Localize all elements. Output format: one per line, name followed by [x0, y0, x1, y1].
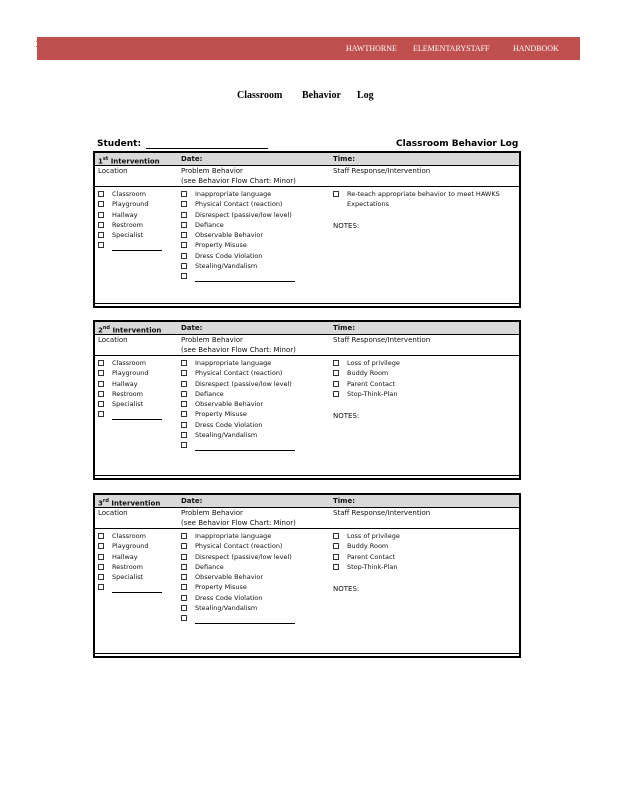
list-item-label: Restroom	[112, 562, 143, 571]
list-item[interactable]	[181, 420, 295, 430]
list-item[interactable]	[333, 531, 400, 541]
list-item-label: Restroom	[112, 389, 143, 398]
checkbox-icon[interactable]	[98, 370, 104, 376]
checkbox-icon[interactable]	[181, 222, 187, 228]
list-item-label: Disrespect (passive/low level)	[195, 210, 292, 219]
bottom-rule	[95, 303, 519, 304]
list-item[interactable]	[181, 430, 295, 440]
list-item-label: Parent Contact	[347, 379, 396, 388]
list-item[interactable]	[181, 531, 295, 541]
list-item-label: Specialist	[112, 573, 144, 582]
banner-school: HAWTHORNE	[346, 44, 397, 53]
list-item[interactable]	[333, 541, 400, 551]
list-item[interactable]	[98, 399, 162, 409]
list-item-label: Dress Code Violation	[195, 593, 263, 602]
list-item-label: Classroom	[112, 359, 146, 367]
checkbox-icon[interactable]	[181, 273, 187, 279]
list-item-label: Stealing/Vandalism	[195, 262, 258, 271]
list-item-label: Re-teach appropriate behavior to meet HAWKS	[347, 190, 500, 198]
problem-behavior-label: Problem Behavior	[181, 167, 243, 175]
checkbox-icon[interactable]	[98, 411, 104, 417]
checkbox-icon[interactable]	[181, 401, 187, 407]
checkbox-icon[interactable]	[98, 360, 104, 366]
list-item-label: Disrespect (passive/low level)	[195, 379, 292, 388]
list-item[interactable]	[98, 379, 162, 389]
list-item-label: Defiance	[195, 389, 224, 398]
date-label[interactable]: Date:	[181, 324, 203, 332]
list-item-label: Physical Contact (reaction)	[195, 369, 283, 378]
checkbox-icon[interactable]	[98, 381, 104, 387]
notes-label: NOTES:	[333, 412, 360, 420]
list-item[interactable]	[98, 552, 162, 562]
staff-response-label: Staff Response/Intervention	[333, 336, 431, 344]
staff-response-label: Staff Response/Intervention	[333, 509, 431, 517]
list-item-label: Observable Behavior	[195, 400, 263, 409]
time-label[interactable]: Time:	[333, 155, 356, 163]
list-item[interactable]	[181, 399, 295, 409]
list-item-label: Dress Code Violation	[195, 420, 263, 429]
list-item[interactable]	[333, 358, 400, 368]
other-write-in-line[interactable]	[195, 616, 295, 624]
behavior-list	[181, 189, 295, 282]
bottom-rule	[95, 475, 519, 476]
checkbox-icon[interactable]	[98, 554, 104, 560]
list-item[interactable]	[181, 572, 295, 582]
location-list	[98, 189, 162, 251]
checkbox-icon[interactable]	[181, 422, 187, 428]
checkbox-icon[interactable]	[98, 401, 104, 407]
list-item[interactable]	[98, 409, 162, 419]
list-item-label: Stealing/Vandalism	[195, 431, 258, 440]
list-item-label: Inappropriate language	[195, 532, 272, 540]
list-item[interactable]	[333, 389, 400, 399]
list-item[interactable]	[181, 230, 295, 240]
list-item[interactable]	[333, 368, 400, 378]
list-item-label: Defiance	[195, 562, 224, 571]
list-item[interactable]	[333, 562, 400, 572]
date-label[interactable]: Date:	[181, 155, 203, 163]
list-item-label: Property Misuse	[195, 583, 247, 592]
list-item[interactable]	[333, 379, 400, 389]
problem-behavior-sub: (see Behavior Flow Chart: Minor)	[181, 177, 296, 185]
list-item-label: Specialist	[112, 400, 144, 409]
list-item[interactable]	[181, 271, 295, 281]
time-label[interactable]: Time:	[333, 497, 356, 505]
list-item-label: Physical Contact (reaction)	[195, 200, 283, 209]
list-item-label: Playground	[112, 200, 149, 209]
list-item-label: Hallway	[112, 552, 138, 561]
list-item[interactable]	[181, 440, 295, 450]
checkbox-icon[interactable]	[333, 381, 339, 387]
list-item[interactable]	[181, 582, 295, 592]
list-item[interactable]	[181, 552, 295, 562]
checkbox-icon[interactable]	[181, 232, 187, 238]
problem-behavior-sub: (see Behavior Flow Chart: Minor)	[181, 519, 296, 527]
checkbox-icon[interactable]	[98, 391, 104, 397]
response-list	[333, 189, 500, 210]
list-item-label: Classroom	[112, 190, 146, 198]
doc-title-word-3: Log	[357, 90, 374, 101]
checkbox-icon[interactable]	[333, 370, 339, 376]
problem-behavior-sub: (see Behavior Flow Chart: Minor)	[181, 346, 296, 354]
list-item-label: Loss of privilege	[347, 359, 400, 367]
list-item[interactable]	[98, 541, 162, 551]
location-label: Location	[98, 336, 128, 344]
response-list	[333, 358, 400, 399]
problem-behavior-label: Problem Behavior	[181, 509, 243, 517]
checkbox-icon[interactable]	[181, 191, 187, 197]
response-list	[333, 531, 400, 572]
bottom-rule	[95, 653, 519, 654]
list-item[interactable]	[181, 251, 295, 261]
checkbox-icon[interactable]	[98, 564, 104, 570]
list-item-label: Inappropriate language	[195, 359, 272, 367]
intervention-box-2	[93, 320, 521, 480]
checkbox-icon[interactable]	[98, 232, 104, 238]
checkbox-icon[interactable]	[98, 574, 104, 580]
location-list	[98, 358, 162, 420]
list-item-label: Observable Behavior	[195, 231, 263, 240]
checkbox-icon[interactable]	[181, 370, 187, 376]
list-item[interactable]	[181, 593, 295, 603]
checkbox-icon[interactable]	[98, 201, 104, 207]
list-item-label: Playground	[112, 369, 149, 378]
list-item[interactable]	[181, 562, 295, 572]
list-item[interactable]	[181, 613, 295, 623]
checkbox-icon[interactable]	[181, 595, 187, 601]
checkbox-icon[interactable]	[333, 191, 339, 197]
list-item-label: Dress Code Violation	[195, 251, 263, 260]
checkbox-icon[interactable]	[181, 442, 187, 448]
list-item-label: Buddy Room	[347, 369, 389, 378]
list-item[interactable]	[98, 368, 162, 378]
checkbox-icon[interactable]	[181, 212, 187, 218]
notes-label: NOTES:	[333, 585, 360, 593]
checkbox-icon[interactable]	[181, 564, 187, 570]
list-item-label: Disrespect (passive/low level)	[195, 552, 292, 561]
list-item-label: Loss of privilege	[347, 532, 400, 540]
list-item[interactable]	[181, 199, 295, 209]
doc-title-word-2: Behavior	[302, 90, 341, 101]
section-rule	[95, 355, 519, 356]
list-item[interactable]	[333, 189, 500, 199]
section-rule	[95, 186, 519, 187]
list-item-label: Parent Contact	[347, 552, 396, 561]
list-item[interactable]	[98, 230, 162, 240]
date-label[interactable]: Date:	[181, 497, 203, 505]
location-list	[98, 531, 162, 593]
list-item[interactable]	[98, 531, 162, 541]
checkbox-icon[interactable]	[181, 201, 187, 207]
notes-label: NOTES:	[333, 222, 360, 230]
checkbox-icon[interactable]	[181, 263, 187, 269]
list-item[interactable]	[98, 562, 162, 572]
list-item[interactable]	[98, 189, 162, 199]
list-item[interactable]	[181, 379, 295, 389]
list-item[interactable]	[181, 261, 295, 271]
list-item-label: Inappropriate language	[195, 190, 272, 198]
list-item-label: Buddy Room	[347, 542, 389, 551]
list-item[interactable]	[181, 541, 295, 551]
behavior-list	[181, 531, 295, 624]
list-item[interactable]	[98, 210, 162, 220]
list-item-label: Expectations	[347, 200, 390, 209]
list-item[interactable]	[181, 368, 295, 378]
student-label: Student:	[97, 139, 142, 149]
banner-handbook: HANDBOOK	[513, 44, 559, 53]
checkbox-icon[interactable]	[181, 360, 187, 366]
list-item[interactable]	[98, 220, 162, 230]
list-item[interactable]	[181, 409, 295, 419]
list-item[interactable]	[333, 552, 400, 562]
checkbox-icon[interactable]	[181, 533, 187, 539]
checkbox-icon[interactable]	[98, 584, 104, 590]
checkbox-icon[interactable]	[181, 584, 187, 590]
list-item[interactable]	[181, 603, 295, 613]
list-item[interactable]	[181, 210, 295, 220]
section-rule	[95, 528, 519, 529]
checkbox-icon[interactable]	[333, 554, 339, 560]
location-label: Location	[98, 509, 128, 517]
list-item-label: Hallway	[112, 210, 138, 219]
other-write-in-line[interactable]	[195, 274, 295, 282]
intervention-title: 3rd Intervention	[98, 498, 161, 508]
checkbox-icon[interactable]	[181, 411, 187, 417]
checkbox-icon[interactable]	[333, 564, 339, 570]
time-label[interactable]: Time:	[333, 324, 356, 332]
list-item-label: Defiance	[195, 220, 224, 229]
intervention-box-3	[93, 493, 521, 658]
checkbox-icon[interactable]	[98, 533, 104, 539]
intervention-title: 1st Intervention	[98, 156, 160, 166]
list-item[interactable]	[98, 582, 162, 592]
intervention-title: 2nd Intervention	[98, 325, 162, 335]
list-item-label: Stop-Think-Plan	[347, 562, 398, 571]
staff-response-label: Staff Response/Intervention	[333, 167, 431, 175]
list-item-label: Restroom	[112, 220, 143, 229]
checkbox-icon[interactable]	[181, 574, 187, 580]
doc-title-word-1: Classroom	[237, 90, 283, 101]
checkbox-icon[interactable]	[181, 615, 187, 621]
checkbox-icon[interactable]	[181, 391, 187, 397]
list-item-label: Hallway	[112, 379, 138, 388]
checkbox-icon[interactable]	[181, 554, 187, 560]
list-item-label: Playground	[112, 542, 149, 551]
checkbox-icon[interactable]	[333, 360, 339, 366]
list-item[interactable]	[98, 358, 162, 368]
checkbox-icon[interactable]	[333, 543, 339, 549]
list-item-label: Stealing/Vandalism	[195, 604, 258, 613]
list-item[interactable]	[181, 358, 295, 368]
list-item[interactable]	[98, 389, 162, 399]
checkbox-icon[interactable]	[181, 543, 187, 549]
checkbox-icon[interactable]	[181, 605, 187, 611]
checkbox-icon[interactable]	[333, 391, 339, 397]
list-item[interactable]	[98, 572, 162, 582]
list-item-label: Observable Behavior	[195, 573, 263, 582]
location-label: Location	[98, 167, 128, 175]
checkbox-icon[interactable]	[181, 253, 187, 259]
list-item-label: Property Misuse	[195, 410, 247, 419]
log-label: Classroom Behavior Log	[396, 139, 519, 149]
list-item[interactable]	[181, 189, 295, 199]
list-item[interactable]	[333, 199, 500, 209]
checkbox-icon[interactable]	[181, 242, 187, 248]
intervention-box-1	[93, 151, 521, 308]
list-item-label: Classroom	[112, 532, 146, 540]
checkbox-icon[interactable]	[98, 222, 104, 228]
list-item[interactable]	[181, 240, 295, 250]
student-name-line[interactable]	[146, 148, 268, 149]
checkbox-icon[interactable]	[181, 432, 187, 438]
checkbox-icon[interactable]	[98, 191, 104, 197]
other-write-in-line[interactable]	[112, 585, 162, 593]
checkbox-icon[interactable]	[333, 533, 339, 539]
other-write-in-line[interactable]	[195, 443, 295, 451]
checkbox-icon[interactable]	[98, 242, 104, 248]
list-item-label: Stop-Think-Plan	[347, 389, 398, 398]
behavior-list	[181, 358, 295, 451]
list-item[interactable]	[181, 220, 295, 230]
list-item-label: Specialist	[112, 231, 144, 240]
checkbox-icon[interactable]	[181, 381, 187, 387]
other-write-in-line[interactable]	[112, 243, 162, 251]
list-item-label: Physical Contact (reaction)	[195, 542, 283, 551]
list-item-label: Property Misuse	[195, 241, 247, 250]
list-item[interactable]	[181, 389, 295, 399]
list-item[interactable]	[98, 240, 162, 250]
other-write-in-line[interactable]	[112, 412, 162, 420]
banner-staff: ELEMENTARYSTAFF	[413, 44, 490, 53]
checkbox-icon[interactable]	[98, 543, 104, 549]
problem-behavior-label: Problem Behavior	[181, 336, 243, 344]
header-banner	[37, 37, 580, 60]
list-item[interactable]	[98, 199, 162, 209]
checkbox-icon[interactable]	[98, 212, 104, 218]
